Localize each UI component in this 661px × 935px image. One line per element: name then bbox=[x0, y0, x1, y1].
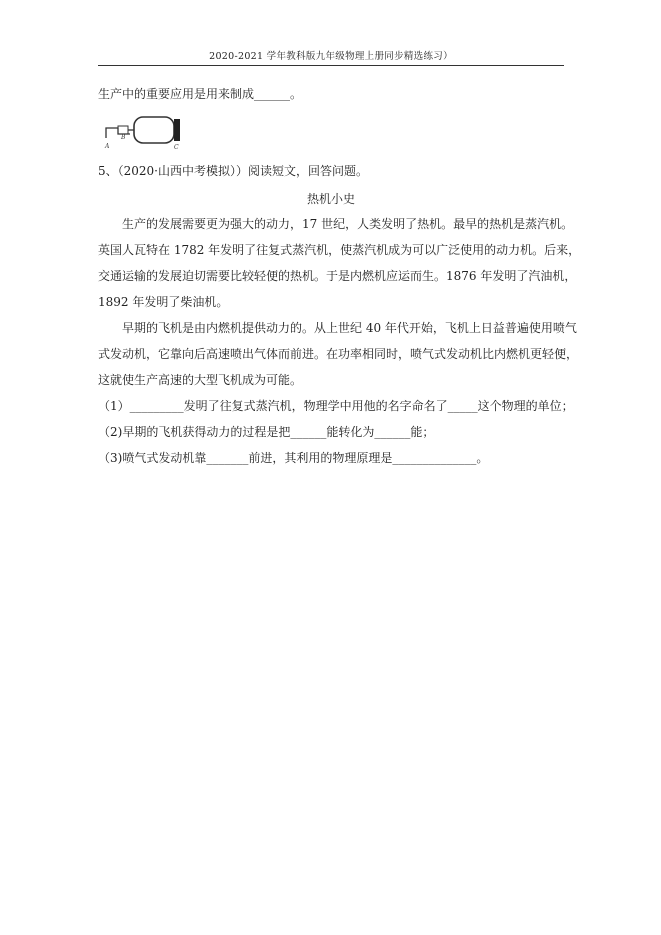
question-5-heading: 5、（2020·山西中考模拟））阅读短文，回答问题。 bbox=[98, 164, 368, 178]
para1-line-4: 1892 年发明了柴油机。 bbox=[98, 295, 229, 309]
page-header: 2020-2021 学年教科版九年级物理上册同步精选练习） bbox=[98, 48, 564, 66]
para1-line-1: 生产的发展需要更为强大的动力，17 世纪，人类发明了热机。最早的热机是蒸汽机。 bbox=[122, 217, 574, 231]
article-title: 热机小史 bbox=[306, 192, 355, 206]
sub-question-3: （3)喷气式发动机靠_______前进，其利用的物理原理是______________。 bbox=[98, 451, 489, 465]
para1-line-3: 交通运输的发展迫切需要比较轻便的热机。于是内燃机应运而生。1876 年发明了汽油机， bbox=[98, 269, 577, 283]
figure-label-b: B bbox=[121, 134, 126, 141]
para2-line-3: 这就使生产高速的大型飞机成为可能。 bbox=[98, 373, 303, 387]
figure-label-c: C bbox=[174, 144, 179, 151]
intro-tail-text: 生产中的重要应用是用来制成______。 bbox=[98, 87, 303, 101]
para1-line-2: 英国人瓦特在 1782 年发明了往复式蒸汽机，使蒸汽机成为可以广泛使用的动力机。后来， bbox=[98, 243, 581, 257]
para2-line-1: 早期的飞机是由内燃机提供动力的。从上世纪 40 年代开始，飞机上日益普遍使用喷气 bbox=[122, 321, 577, 335]
steam-device-figure bbox=[104, 112, 184, 152]
sub-question-2: （2)早期的飞机获得动力的过程是把______能转化为______能； bbox=[98, 425, 435, 439]
para2-line-2: 式发动机，它靠向后高速喷出气体而前进。在功率相同时，喷气式发动机比内燃机更轻便， bbox=[98, 347, 579, 361]
sub-question-1: （1）_________发明了往复式蒸汽机，物理学中用他的名字命名了_____这个物理的单位； bbox=[98, 399, 574, 413]
figure-label-a: A bbox=[105, 143, 110, 150]
